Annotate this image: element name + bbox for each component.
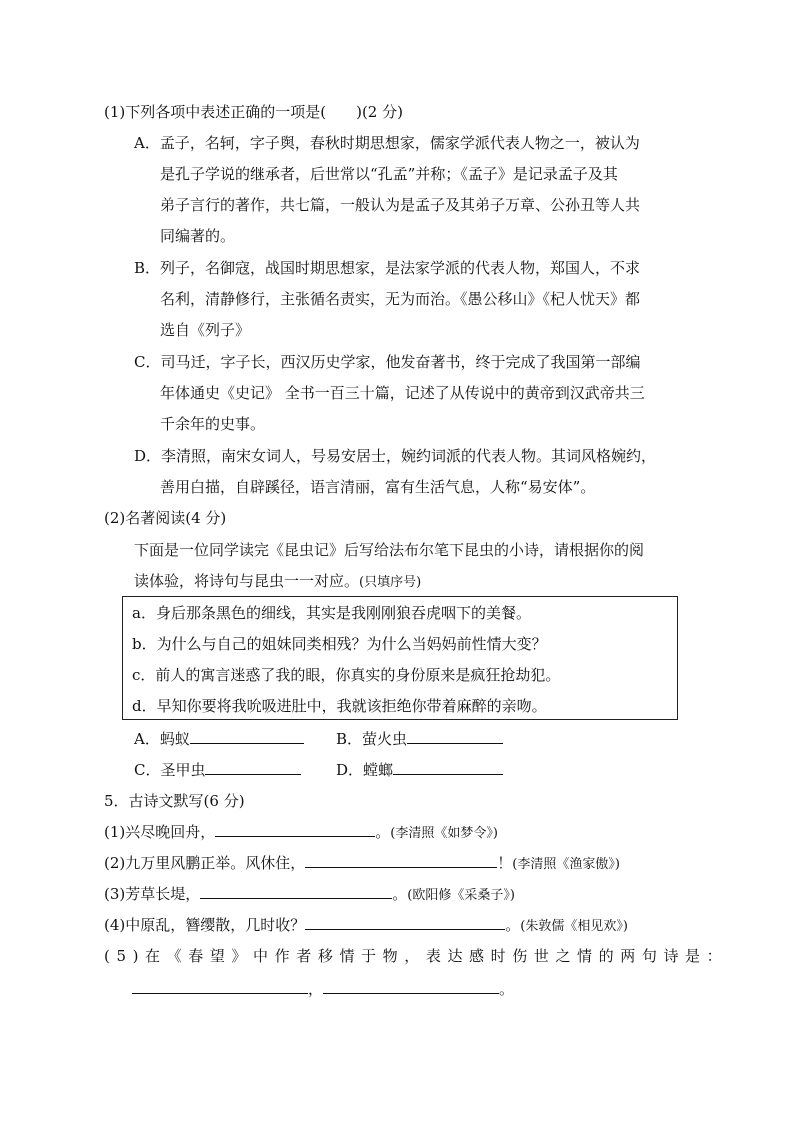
poem-d: d．早知你要将我吮吸进肚中，我就该拒绝你带着麻醉的亲吻。 [132, 697, 547, 715]
q2-note: (只填序号) [359, 575, 422, 590]
option-d-line-2: 善用白描，自辟蹊径，语言清丽，富有生活气息，人称“易安体”。 [160, 478, 596, 496]
answer-row-1 [134, 729, 304, 749]
poem-item-2-source: (李清照《渔家傲》) [512, 857, 620, 872]
poem-item-3 [104, 884, 515, 906]
poem-item-1-prompt: (1)兴尽晚回舟， [104, 823, 216, 841]
poem-item-5: (5)在《春望》中作者移情于物，表达感时伤世之情的两句诗是： [104, 947, 729, 965]
poem-item-5-answer [132, 979, 514, 999]
q5-stem: 5．古诗文默写(6 分) [104, 792, 245, 810]
poem-c: c．前人的寓言迷惑了我的眼，你真实的身份原来是疯狂抢劫犯。 [132, 666, 561, 684]
answer-blank-scarab[interactable] [205, 760, 301, 775]
option-b-line-1: B．列子，名御寇，战国时期思想家，是法家学派的代表人物，郑国人，不求 [134, 259, 641, 277]
option-d-line-1: D．李清照，南宋女词人，号易安居士，婉约词派的代表人物。其词风格婉约， [134, 447, 657, 465]
poem-item-3-end: 。 [392, 885, 408, 903]
option-b-line-3: 选自《列子》 [160, 321, 251, 339]
poem-item-3-source: (欧阳修《采桑子》) [407, 888, 515, 903]
poem-item-1-source: (李清照《如梦令》) [390, 826, 498, 841]
poem-item-4-prompt: (4)中原乱，簪缨散，几时收？ [104, 916, 306, 934]
answer-row-2b [336, 760, 503, 780]
option-a-line-3: 弟子言行的著作，共七篇，一般认为是孟子及其弟子万章、公孙丑等人共 [160, 196, 641, 214]
poem-item-2-prompt: (2)九万里风鹏正举。风休住， [104, 854, 306, 872]
answer-label-mantis: D．螳螂 [336, 761, 394, 779]
answer-label-scarab: C．圣甲虫 [134, 761, 206, 779]
poem-b: b．为什么与自己的姐妹同类相残？为什么当妈妈前性情大变？ [132, 635, 547, 653]
poem-item-2-blank[interactable] [305, 853, 497, 868]
q2-stem: (2)名著阅读(4 分) [104, 509, 227, 527]
q2-intro-line-2 [134, 571, 421, 593]
answer-blank-ant[interactable] [190, 729, 304, 744]
poem-item-1-end: 。 [375, 823, 391, 841]
option-c-line-2: 年体通史《史记》 全书一百三十篇，记述了从传说中的黄帝到汉武帝共三 [160, 384, 645, 402]
option-b-line-2: 名利，清静修行，主张循名责实，无为而治。《愚公移山》《杞人忧天》都 [160, 290, 641, 308]
poem-a: a．身后那条黑色的细线，其实是我刚刚狼吞虎咽下的美餐。 [132, 604, 531, 622]
poem-item-2 [104, 853, 620, 875]
poem-item-1 [104, 822, 498, 844]
option-a-line-2: 是孔子学说的继承者，后世常以“孔孟”并称；《孟子》是记录孟子及其 [160, 165, 618, 183]
option-a-line-4: 同编著的。 [160, 227, 236, 245]
q1-stem: (1)下列各项中表述正确的一项是( )(2 分) [104, 103, 403, 121]
poem-item-5-period: 。 [499, 980, 515, 998]
poem-item-4-source: (朱敦儒《相见欢》) [520, 919, 628, 934]
option-c-line-1: C．司马迁，字子长，西汉历史学家，他发奋著书，终于完成了我国第一部编 [134, 353, 641, 371]
poem-item-3-blank[interactable] [200, 884, 392, 899]
poem-item-1-blank[interactable] [215, 822, 375, 837]
poem-item-5-blank-1[interactable] [132, 979, 308, 994]
answer-blank-mantis[interactable] [393, 760, 503, 775]
answer-label-firefly: B．萤火虫 [336, 730, 408, 748]
answer-row-1b [336, 729, 503, 749]
answer-row-2 [134, 760, 301, 780]
poem-item-5-comma: ， [308, 980, 324, 998]
poem-item-4 [104, 915, 628, 937]
poem-item-4-blank[interactable] [305, 915, 505, 930]
poem-item-4-end: 。 [505, 916, 521, 934]
answer-label-ant: A．蚂蚁 [134, 730, 190, 748]
option-c-line-3: 千余年的史事。 [160, 415, 266, 433]
poem-item-5-blank-2[interactable] [323, 979, 499, 994]
q2-intro-line-1: 下面是一位同学读完《昆虫记》后写给法布尔笔下昆虫的小诗，请根据你的阅 [134, 541, 645, 559]
option-a-line-1: A．孟子，名轲，字子舆，春秋时期思想家，儒家学派代表人物之一，被认为 [134, 134, 640, 152]
poem-item-2-end: ！ [497, 854, 513, 872]
poem-item-3-prompt: (3)芳草长堤， [104, 885, 201, 903]
answer-blank-firefly[interactable] [407, 729, 503, 744]
q2-intro-text: 读体验，将诗句与昆虫一一对应。 [134, 572, 360, 590]
